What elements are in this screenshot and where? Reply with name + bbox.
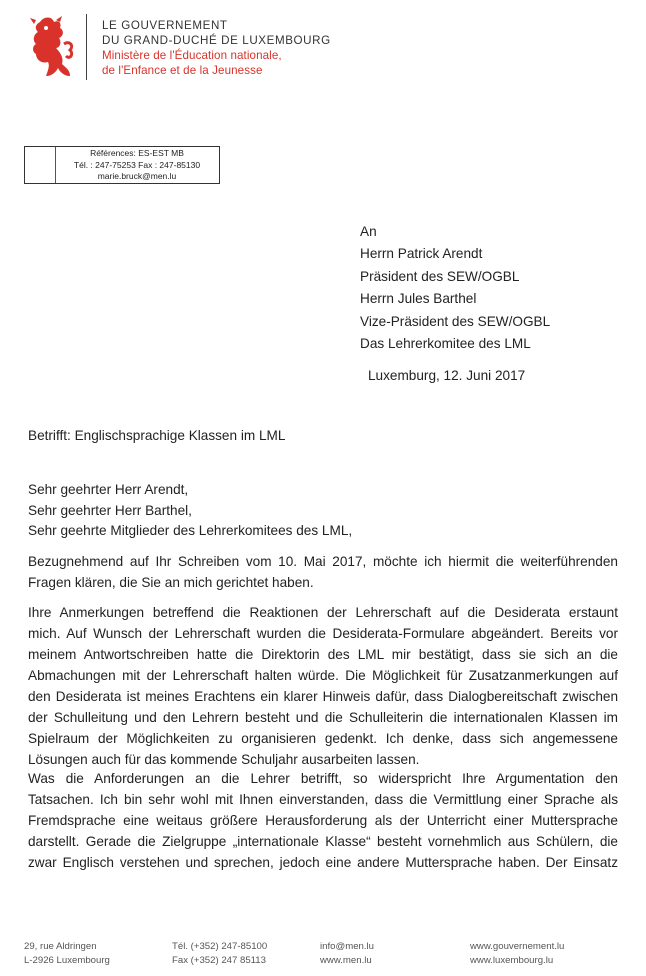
paragraph-line: Fragen klären, die Sie an mich gerichtet haben. xyxy=(28,575,314,590)
salutation-block xyxy=(28,480,352,542)
paragraph-line: Was die Anforderungen an die Lehrer betrifft, so widerspricht Ihre Argumentation den xyxy=(28,771,618,786)
footer-contact xyxy=(320,940,374,968)
body-paragraph-1 xyxy=(28,551,618,593)
footer-email-link[interactable]: info@men.lu xyxy=(320,941,375,952)
paragraph-line: meinem Antwortschreiben hatte die Direktorin des LML mir bestätigt, dass sie sich an die xyxy=(28,647,618,662)
government-header xyxy=(102,18,331,78)
gov-line-1: LE GOUVERNEMENT xyxy=(102,19,228,32)
footer-tel: Tél. (+352) 247-85100 xyxy=(172,941,268,952)
paragraph-line: Fremdsprache eine weitaus größere Herausforderung als der Unterricht einer Muttersprache xyxy=(28,813,618,828)
addressee-line: Herrn Jules Barthel xyxy=(360,291,477,307)
addressee-line: Das Lehrerkomitee des LML xyxy=(360,336,531,352)
paragraph-line: zwar Englisch verstehen und sprechen, jedoch eine andere Muttersprache haben. Der Einsatz xyxy=(28,855,618,870)
gov-line-2: DU GRAND-DUCHÉ DE LUXEMBOURG xyxy=(102,34,331,47)
paragraph-line: Ihre Anmerkungen betreffend die Reaktionen der Lehrerschaft auf die Desiderata erstaunt xyxy=(28,605,618,620)
ministry-line-2: de l'Enfance et de la Jeunesse xyxy=(102,64,263,77)
paragraph-line: Lösungen auch für das kommende Schuljahr ausarbeiten lassen. xyxy=(28,752,420,767)
lion-logo-icon xyxy=(26,14,76,80)
footer-web-link[interactable]: www.men.lu xyxy=(320,955,372,966)
paragraph-line: Bezugnehmend auf Ihr Schreiben vom 10. Mai 2017, möchte ich hiermit die weiterführenden xyxy=(28,554,618,569)
letter-date: Luxemburg, 12. Juni 2017 xyxy=(368,368,526,383)
header-divider xyxy=(86,14,87,80)
paragraph-line: darstellt. Gerade die Zielgruppe „internationale Klasse“ besteht vornehmlich aus Schülern, die xyxy=(28,834,618,849)
footer-lux-link[interactable]: www.luxembourg.lu xyxy=(470,955,554,966)
footer-city: L-2926 Luxembourg xyxy=(24,955,110,966)
addressee-line: An xyxy=(360,224,377,239)
footer-street: 29, rue Aldringen xyxy=(24,941,97,952)
reference-line-2: Tél. : 247-75253 Fax : 247-85130 xyxy=(73,159,201,170)
ministry-line-1: Ministère de l'Éducation nationale, xyxy=(102,49,282,62)
footer-address xyxy=(24,940,110,968)
addressee-line: Vize-Präsident des SEW/OGBL xyxy=(360,313,551,329)
reference-line-1: Références: ES-EST MB xyxy=(90,148,184,158)
salutation-line: Sehr geehrter Herr Barthel, xyxy=(28,502,192,518)
reference-text xyxy=(54,148,220,183)
reference-box-margin xyxy=(25,147,56,183)
salutation-line: Sehr geehrte Mitglieder des Lehrerkomitees des LML, xyxy=(28,523,353,538)
paragraph-line: der Schulleitung und den Lehrern besteht und die Schulleiterin die internationalen Klassen im xyxy=(28,710,618,725)
footer-phone xyxy=(172,940,267,968)
paragraph-line: mich. Auf Wunsch der Lehrerschaft wurden die Desiderata-Formulare abgeändert. Bereits vor xyxy=(28,626,618,641)
footer-fax: Fax (+352) 247 85113 xyxy=(172,955,266,966)
addressee-line: Herrn Patrick Arendt xyxy=(360,246,483,262)
body-paragraph-3 xyxy=(28,768,618,873)
paragraph-line: den Desiderata ist meines Erachtens ein klarer Hinweis dafür, dass Dialogbereitschaft zwischen xyxy=(28,689,618,704)
addressee-block xyxy=(360,221,550,355)
paragraph-line: Abmachungen mit der Lehrerschaft halten würde. Die Möglichkeit für Zusatzanmerkungen auf xyxy=(28,668,618,683)
paragraph-line: Tatsachen. Ich bin sehr wohl mit Ihnen einverstanden, dass die Vermittlung einer Sprache als xyxy=(28,792,618,807)
footer-gov-link[interactable]: www.gouvernement.lu xyxy=(470,941,565,952)
body-paragraph-2 xyxy=(28,602,618,770)
reference-email: marie.bruck@men.lu xyxy=(97,171,177,181)
salutation-line: Sehr geehrter Herr Arendt, xyxy=(28,482,189,497)
letter-subject: Betrifft: Englischsprachige Klassen im LML xyxy=(28,428,286,443)
footer-websites xyxy=(470,940,564,968)
addressee-line: Präsident des SEW/OGBL xyxy=(360,268,520,284)
paragraph-line: Spielraum der Möglichkeiten zu organisieren gedenkt. Ich denke, dass sich angemessene xyxy=(28,731,618,746)
